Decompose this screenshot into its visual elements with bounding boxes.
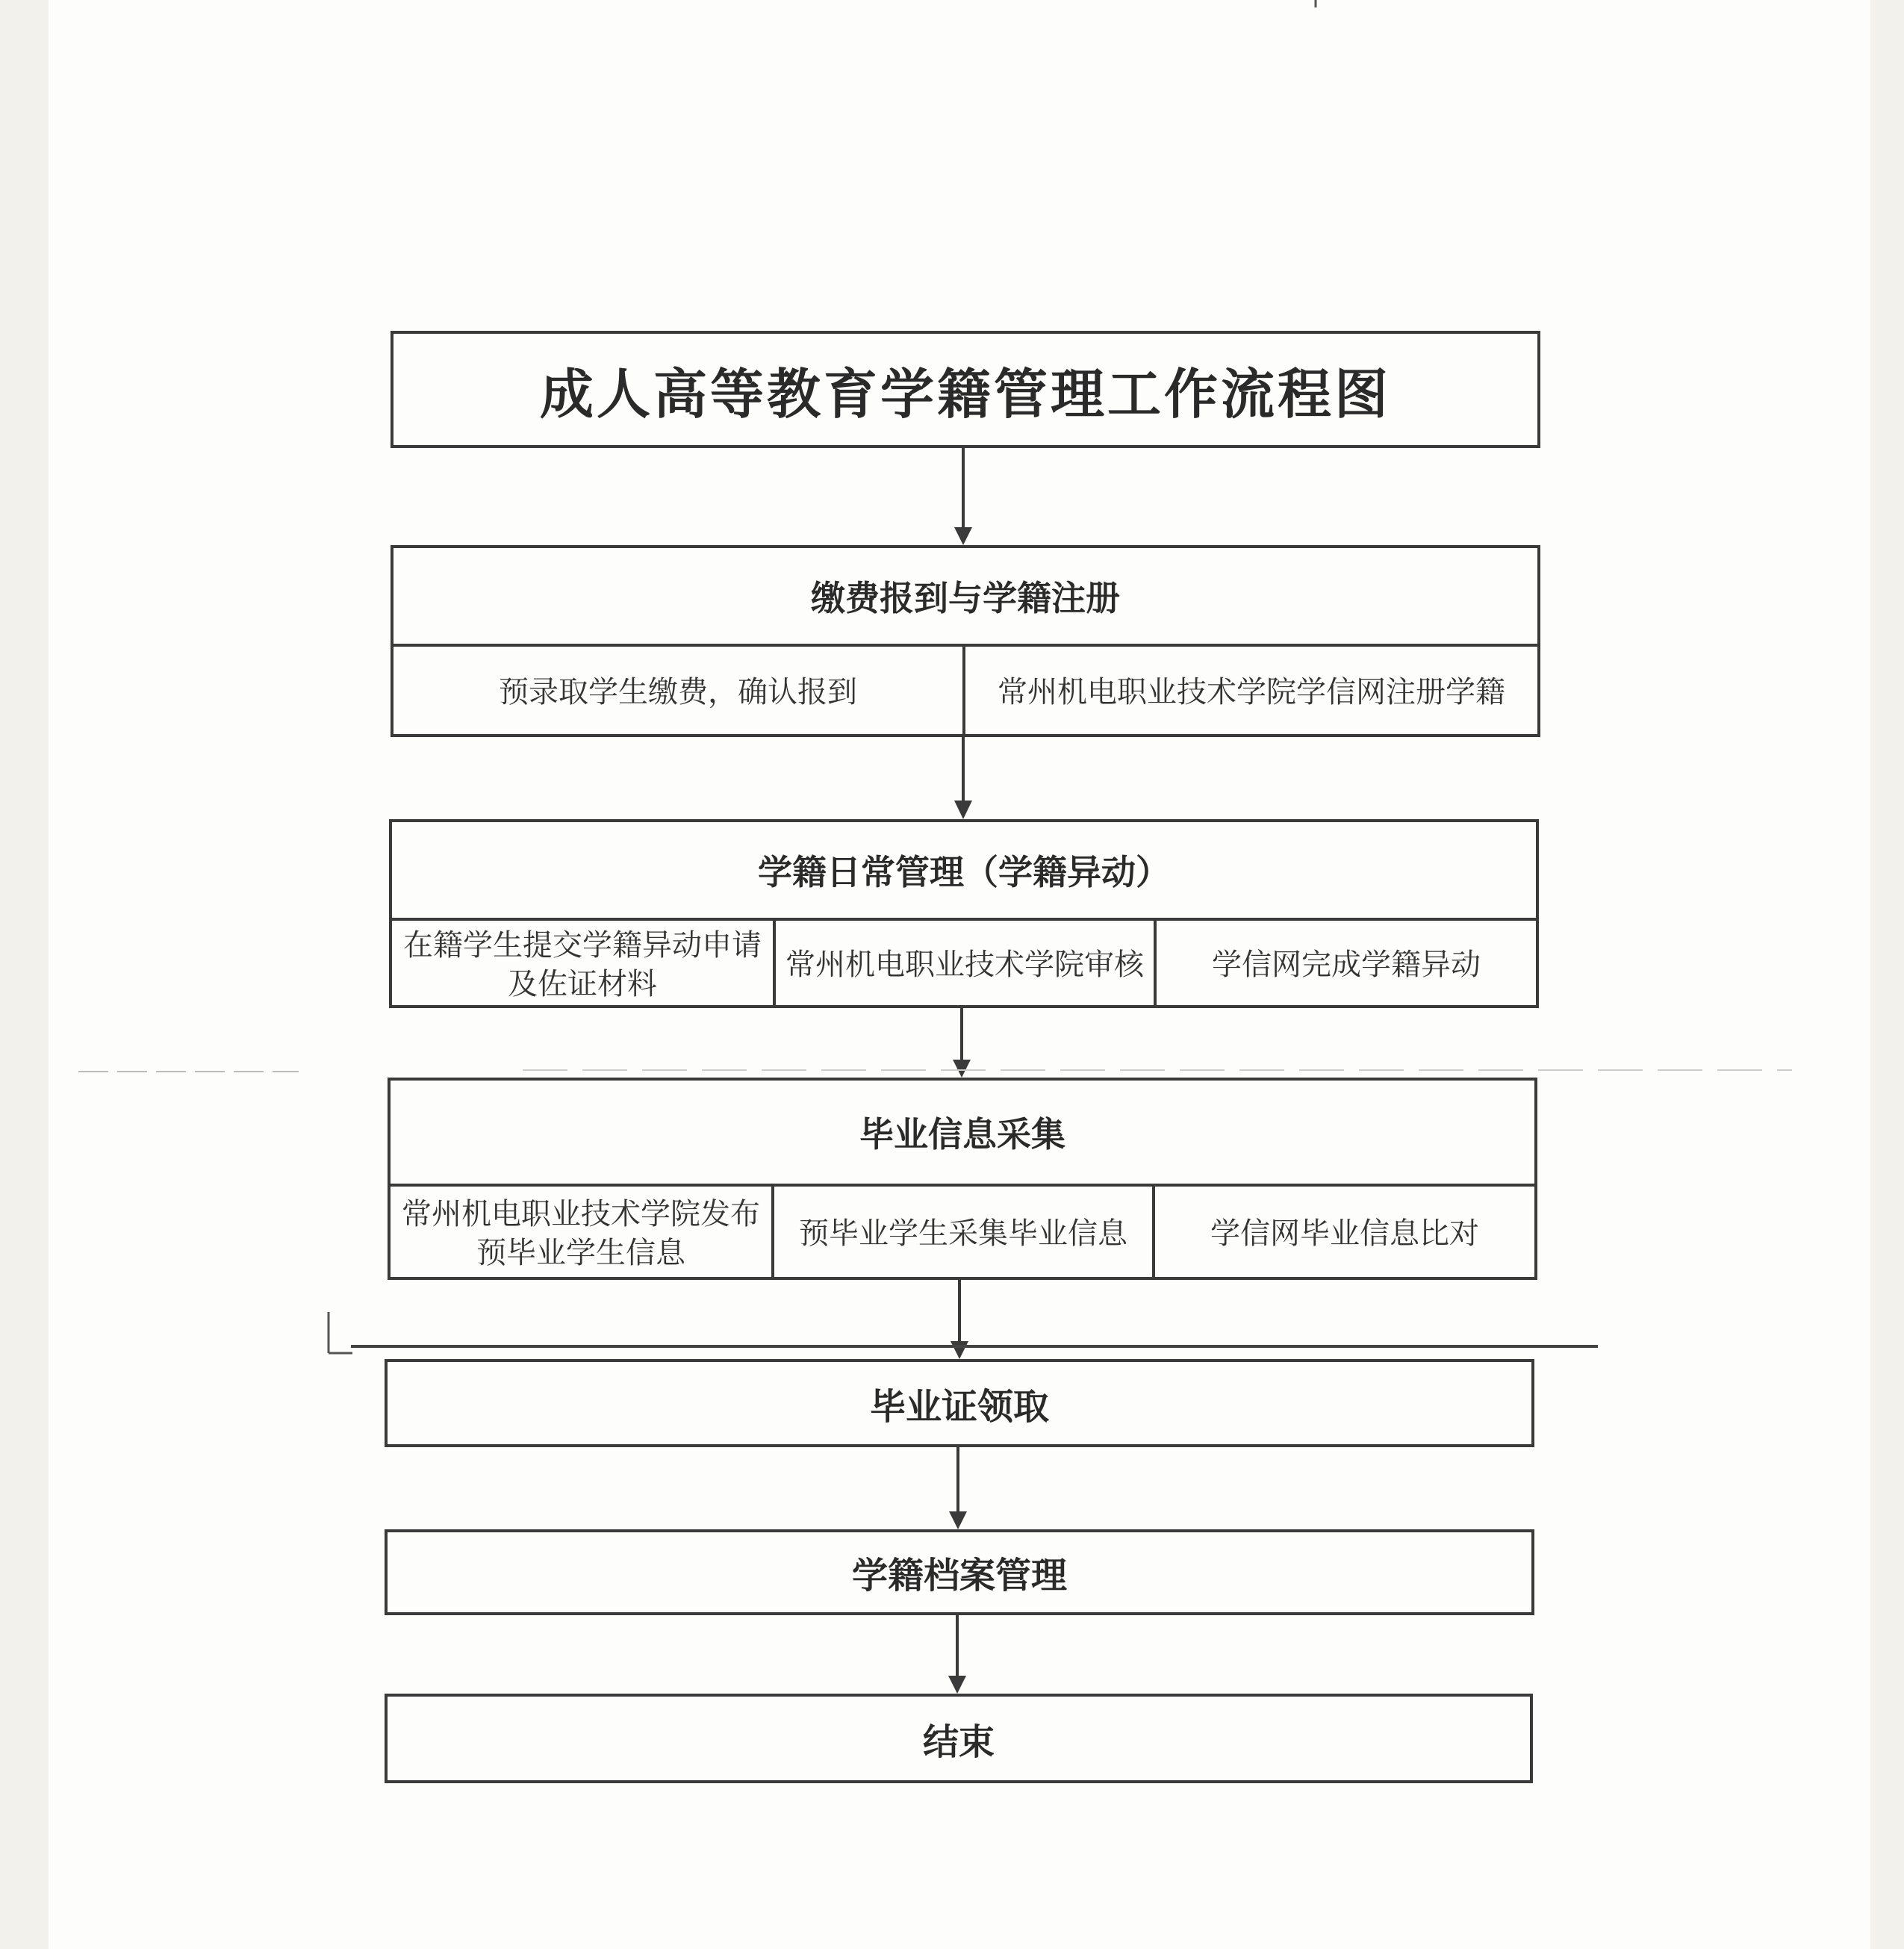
stage-heading: 缴费报到与学籍注册	[811, 578, 1120, 618]
step-college-publish-info: 常州机电职业技术学院发布预毕业学生信息	[402, 1196, 760, 1270]
arrowhead-icon	[954, 527, 972, 545]
step-college-registration: 常州机电职业技术学院学信网注册学籍	[962, 647, 1537, 737]
step-student-payment: 预录取学生缴费，确认报到	[499, 674, 857, 709]
arrowhead-icon	[954, 801, 972, 819]
flowchart-title: 成人高等教育学籍管理工作流程图	[539, 361, 1391, 426]
step-college-review: 常州机电职业技术学院审核	[773, 921, 1154, 1008]
step-chsi-compare-info: 学信网毕业信息比对	[1152, 1187, 1534, 1280]
step-submit-change-request: 在籍学生提交学籍异动申请及佐证材料	[403, 927, 762, 1001]
stage-heading: 毕业信息采集	[859, 1114, 1065, 1154]
arrowhead-icon	[951, 1341, 968, 1359]
step-student-collect-info: 预毕业学生采集毕业信息	[771, 1187, 1152, 1280]
step-chsi-complete-change: 学信网完成学籍异动	[1154, 921, 1536, 1008]
arrowhead-icon	[948, 1676, 966, 1694]
stage-end: 结束	[385, 1694, 1533, 1783]
arrowhead-icon	[949, 1511, 967, 1529]
stage-heading: 学籍日常管理（学籍异动）	[758, 852, 1170, 892]
scan-artifacts	[78, 0, 1792, 1353]
stage-diploma-collection: 毕业证领取	[385, 1359, 1534, 1447]
stage-archive-management: 学籍档案管理	[385, 1529, 1534, 1615]
arrowhead-icon	[953, 1060, 971, 1078]
